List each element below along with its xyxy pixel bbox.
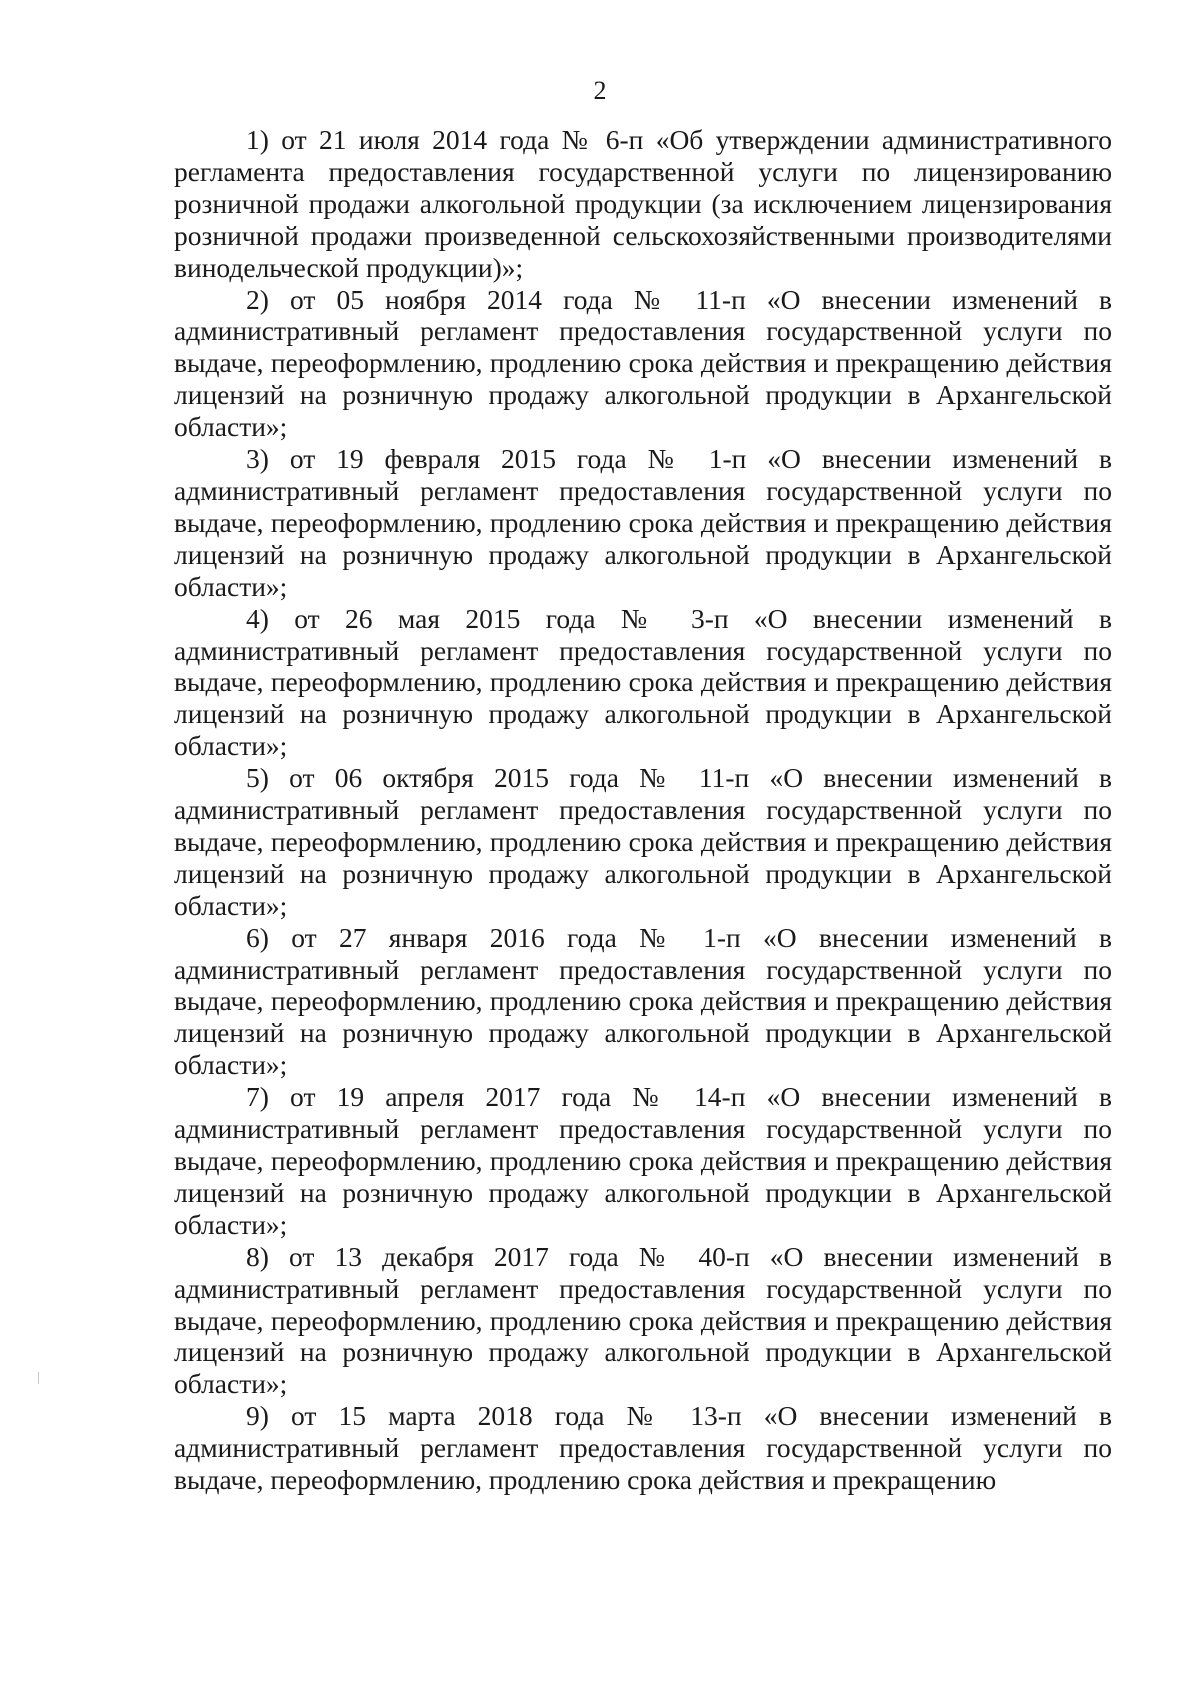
list-item: 3) от 19 февраля 2015 года № 1-п «О внесении изменений в административный регламент предоставления государственной услуги по выдаче, переоформлению, продлению срока действия и прекращению действия лицензий на розничную продажу алкогольной продукции в Архангельской области»; [174, 443, 1112, 602]
list-item: 9) от 15 марта 2018 года № 13-п «О внесении изменений в административный регламент предоставления государственной услуги по выдаче, переоформлению, продлению срока действия и прекращению [174, 1400, 1112, 1496]
page-number: 2 [593, 76, 607, 105]
list-item: 4) от 26 мая 2015 года № 3-п «О внесении изменений в административный регламент предоставления государственной услуги по выдаче, переоформлению, продлению срока действия и прекращению действия лицензий на розничную продажу алкогольной продукции в Архангельской области»; [174, 602, 1112, 762]
list-item: 7) от 19 апреля 2017 года № 14-п «О внесении изменений в административный регламент предоставления государственной услуги по выдаче, переоформлению, продлению срока действия и прекращению действия лицензий на розничную продажу алкогольной продукции в Архангельской области»; [174, 1081, 1112, 1240]
document-body [174, 124, 1112, 1496]
list-item: 8) от 13 декабря 2017 года № 40-п «О внесении изменений в административный регламент предоставления государственной услуги по выдаче, переоформлению, продлению срока действия и прекращению действия лицензий на розничную продажу алкогольной продукции в Архангельской области»; [174, 1240, 1112, 1400]
list-item: 1) от 21 июля 2014 года № 6-п «Об утверждении административного регламента предоставления государственной услуги по лицензированию розничной продажи алкогольной продукции (за исключением лицензирования розничной продажи произведенной сельскохозяйственными производителями винодельческой продукции)»; [174, 124, 1112, 283]
list-item: 2) от 05 ноября 2014 года № 11-п «О внесении изменений в административный регламент предоставления государственной услуги по выдаче, переоформлению, продлению срока действия и прекращению действия лицензий на розничную продажу алкогольной продукции в Архангельской области»; [174, 283, 1112, 443]
scan-speck [38, 1372, 39, 1384]
list-item: 6) от 27 января 2016 года № 1-п «О внесении изменений в административный регламент предоставления государственной услуги по выдаче, переоформлению, продлению срока действия и прекращению действия лицензий на розничную продажу алкогольной продукции в Архангельской области»; [174, 921, 1112, 1081]
list-item: 5) от 06 октября 2015 года № 11-п «О внесении изменений в административный регламент предоставления государственной услуги по выдаче, переоформлению, продлению срока действия и прекращению действия лицензий на розничную продажу алкогольной продукции в Архангельской области»; [174, 762, 1112, 921]
